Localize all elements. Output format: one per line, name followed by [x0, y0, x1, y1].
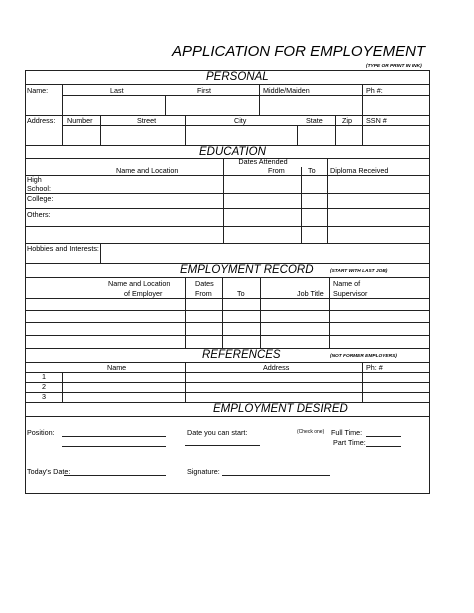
from-label: From — [268, 166, 285, 175]
diploma-label: Diploma Received — [330, 166, 389, 175]
address-label: Address: — [27, 116, 56, 125]
employment-note: (START WITH LAST JOB) — [330, 269, 388, 274]
start-date-field[interactable] — [185, 445, 260, 446]
emp-to-label: To — [237, 289, 245, 298]
employer-label-line2: of Employer — [124, 289, 163, 298]
section-employment-heading: EMPLOYMENT RECORD — [180, 264, 314, 276]
position-field-2[interactable] — [62, 446, 166, 447]
todays-date-label: Today's Date: — [27, 467, 71, 476]
job-title-label: Job Title — [297, 289, 324, 298]
hobbies-field[interactable] — [101, 244, 429, 262]
phone-field[interactable] — [363, 96, 429, 114]
ssn-label: SSN # — [366, 116, 387, 125]
last-name-label: Last — [110, 86, 124, 95]
start-date-label: Date you can start: — [187, 428, 248, 437]
zip-label: Zip — [342, 116, 352, 125]
position-label: Position: — [27, 428, 55, 437]
middle-name-label: Middle/Maiden — [263, 86, 310, 95]
section-references-heading: REFERENCES — [202, 349, 281, 361]
full-time-field[interactable] — [366, 436, 401, 437]
street-number-field[interactable] — [63, 126, 99, 144]
divider — [222, 277, 223, 348]
divider — [25, 277, 430, 278]
ref-row-number: 3 — [42, 392, 46, 401]
section-personal-heading: PERSONAL — [206, 71, 269, 83]
high-school-label-line2: School: — [27, 184, 51, 193]
city-label: City — [234, 116, 247, 125]
middle-name-field[interactable] — [260, 96, 361, 114]
state-label: State — [306, 116, 323, 125]
signature-field[interactable] — [222, 475, 330, 476]
emp-from-label: From — [195, 289, 212, 298]
supervisor-label-line2: Supervisor — [333, 289, 368, 298]
city-field[interactable] — [186, 126, 296, 144]
street-label: Street — [137, 116, 157, 125]
employer-rows[interactable] — [26, 299, 184, 347]
high-school-label-line1: High — [27, 175, 42, 184]
dates-label: Dates — [195, 279, 214, 288]
todays-date-field[interactable] — [64, 475, 166, 476]
employer-label-line1: Name and Location — [108, 279, 171, 288]
part-time-field[interactable] — [366, 446, 401, 447]
divider — [185, 277, 186, 348]
phone-label: Ph #: — [366, 86, 383, 95]
school-name-location-label: Name and Location — [116, 166, 179, 175]
college-label: College: — [27, 194, 54, 203]
part-time-label: Part Time: — [333, 438, 366, 447]
divider — [329, 277, 330, 348]
zip-field[interactable] — [336, 126, 361, 144]
divider — [25, 416, 430, 417]
first-name-label: First — [197, 86, 211, 95]
ref-row-number: 1 — [42, 372, 46, 381]
divider — [25, 84, 430, 85]
name-label: Name: — [27, 86, 49, 95]
hobbies-label: Hobbies and Interests: — [27, 244, 99, 253]
form-title: APPLICATION FOR EMPLOYEMENT — [172, 43, 426, 60]
ssn-field[interactable] — [363, 126, 429, 144]
street-field[interactable] — [101, 126, 184, 144]
signature-label: Signature: — [187, 467, 220, 476]
ref-name-fields[interactable] — [63, 373, 184, 401]
others-field[interactable] — [26, 209, 222, 242]
ref-address-fields[interactable] — [186, 373, 361, 401]
divider — [260, 277, 261, 348]
state-field[interactable] — [298, 126, 334, 144]
section-education-heading: EDUCATION — [199, 146, 266, 158]
last-name-field[interactable] — [63, 96, 164, 114]
to-label: To — [308, 166, 316, 175]
dates-attended-label: Dates Attended — [238, 157, 288, 166]
full-time-label: Full Time: — [331, 428, 363, 437]
section-desired-heading: EMPLOYMENT DESIRED — [213, 403, 348, 415]
first-name-field[interactable] — [166, 96, 258, 114]
ref-phone-label: Ph: # — [366, 363, 383, 372]
divider — [223, 158, 224, 243]
number-label: Number — [67, 116, 93, 125]
form-subtitle: (TYPE OR PRINT IN INK) — [366, 64, 422, 69]
position-field[interactable] — [62, 436, 166, 437]
divider — [301, 167, 302, 243]
ref-row-number: 2 — [42, 382, 46, 391]
divider — [327, 158, 328, 243]
references-note: (NOT FORMER EMPLOYERS) — [330, 354, 397, 359]
check-one-label: (Check one) — [297, 429, 325, 435]
others-label: Others: — [27, 210, 51, 219]
supervisor-label-line1: Name of — [333, 279, 361, 288]
ref-name-label: Name — [107, 363, 127, 372]
ref-address-label: Address — [263, 363, 290, 372]
high-school-field[interactable] — [26, 176, 222, 192]
ref-phone-fields[interactable] — [363, 373, 429, 401]
college-field[interactable] — [26, 194, 222, 207]
